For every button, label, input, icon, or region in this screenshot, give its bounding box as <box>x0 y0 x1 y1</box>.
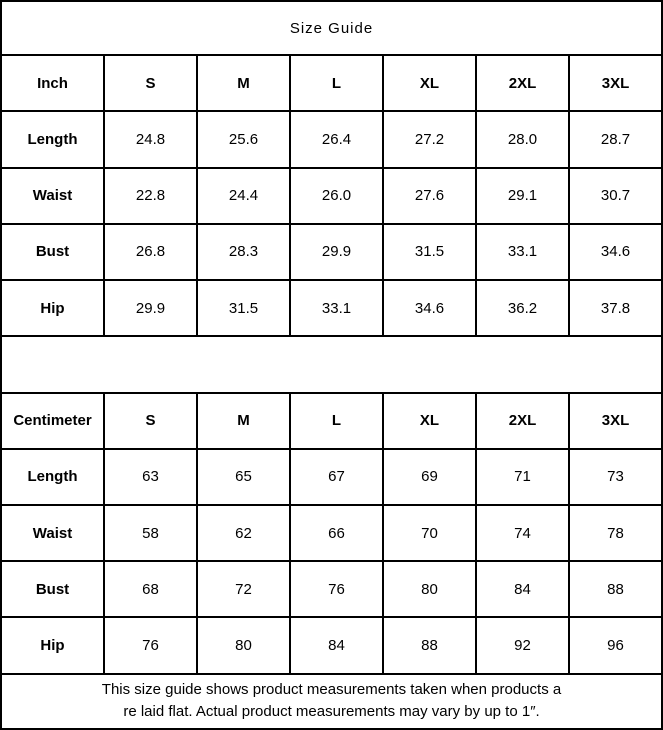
footer-note <box>1 674 662 729</box>
table-cell: 33.1 <box>290 280 383 336</box>
table-cell: 24.4 <box>197 168 290 224</box>
table-cell: 92 <box>476 617 569 673</box>
inch-unit-header: Inch <box>1 55 104 111</box>
table-cell: 76 <box>290 561 383 617</box>
size-header-l: L <box>290 55 383 111</box>
size-header-s: S <box>104 393 197 449</box>
table-cell: 69 <box>383 449 476 505</box>
table-cell: 72 <box>197 561 290 617</box>
size-header-3xl: 3XL <box>569 393 662 449</box>
table-cell: 27.6 <box>383 168 476 224</box>
table-cell: 26.0 <box>290 168 383 224</box>
table-cell: 58 <box>104 505 197 561</box>
cm-header-row <box>1 393 662 449</box>
page-title: Size Guide <box>1 1 662 55</box>
footer-note-line: re laid flat. Actual product measurements may vary by up to 1″. <box>123 703 540 721</box>
size-header-xl: XL <box>383 393 476 449</box>
table-cell: 67 <box>290 449 383 505</box>
table-cell: 88 <box>569 561 662 617</box>
title-row <box>1 1 662 55</box>
table-cell: 68 <box>104 561 197 617</box>
table-cell: 25.6 <box>197 111 290 167</box>
table-cell: 31.5 <box>197 280 290 336</box>
size-header-3xl: 3XL <box>569 55 662 111</box>
footer-row <box>1 674 662 729</box>
table-cell: 70 <box>383 505 476 561</box>
table-cell: 24.8 <box>104 111 197 167</box>
row-label: Bust <box>1 561 104 617</box>
table-cell: 28.7 <box>569 111 662 167</box>
table-cell: 63 <box>104 449 197 505</box>
row-label: Bust <box>1 224 104 280</box>
table-cell: 30.7 <box>569 168 662 224</box>
inch-waist-row <box>1 168 662 224</box>
table-cell: 29.9 <box>104 280 197 336</box>
table-cell: 76 <box>104 617 197 673</box>
size-header-l: L <box>290 393 383 449</box>
size-header-s: S <box>104 55 197 111</box>
table-cell: 84 <box>476 561 569 617</box>
table-cell: 31.5 <box>383 224 476 280</box>
table-cell: 80 <box>197 617 290 673</box>
table-cell: 65 <box>197 449 290 505</box>
table-cell: 29.1 <box>476 168 569 224</box>
row-label: Length <box>1 449 104 505</box>
table-cell: 96 <box>569 617 662 673</box>
table-cell: 74 <box>476 505 569 561</box>
cm-bust-row <box>1 561 662 617</box>
footer-note-line: This size guide shows product measurements taken when products a <box>101 680 562 698</box>
table-cell: 80 <box>383 561 476 617</box>
table-cell: 71 <box>476 449 569 505</box>
table-cell: 73 <box>569 449 662 505</box>
size-header-2xl: 2XL <box>476 393 569 449</box>
table-cell: 27.2 <box>383 111 476 167</box>
table-cell: 26.4 <box>290 111 383 167</box>
table-cell: 88 <box>383 617 476 673</box>
table-cell: 34.6 <box>383 280 476 336</box>
inch-hip-row <box>1 280 662 336</box>
inch-length-row <box>1 111 662 167</box>
size-header-xl: XL <box>383 55 476 111</box>
table-cell: 34.6 <box>569 224 662 280</box>
inch-bust-row <box>1 224 662 280</box>
row-label: Hip <box>1 617 104 673</box>
cm-hip-row <box>1 617 662 673</box>
table-cell: 78 <box>569 505 662 561</box>
size-header-2xl: 2XL <box>476 55 569 111</box>
row-label: Waist <box>1 168 104 224</box>
table-cell: 66 <box>290 505 383 561</box>
table-cell: 37.8 <box>569 280 662 336</box>
spacer-row <box>1 336 662 392</box>
table-cell: 28.3 <box>197 224 290 280</box>
table-cell: 62 <box>197 505 290 561</box>
row-label: Hip <box>1 280 104 336</box>
table-cell: 33.1 <box>476 224 569 280</box>
row-label: Waist <box>1 505 104 561</box>
inch-header-row <box>1 55 662 111</box>
table-cell: 22.8 <box>104 168 197 224</box>
table-cell: 29.9 <box>290 224 383 280</box>
table-cell: 84 <box>290 617 383 673</box>
cm-waist-row <box>1 505 662 561</box>
row-label: Length <box>1 111 104 167</box>
cm-unit-header: Centimeter <box>1 393 104 449</box>
table-cell: 28.0 <box>476 111 569 167</box>
table-cell: 26.8 <box>104 224 197 280</box>
size-header-m: M <box>197 393 290 449</box>
table-cell: 36.2 <box>476 280 569 336</box>
size-header-m: M <box>197 55 290 111</box>
spacer-cell <box>1 336 662 392</box>
cm-length-row <box>1 449 662 505</box>
